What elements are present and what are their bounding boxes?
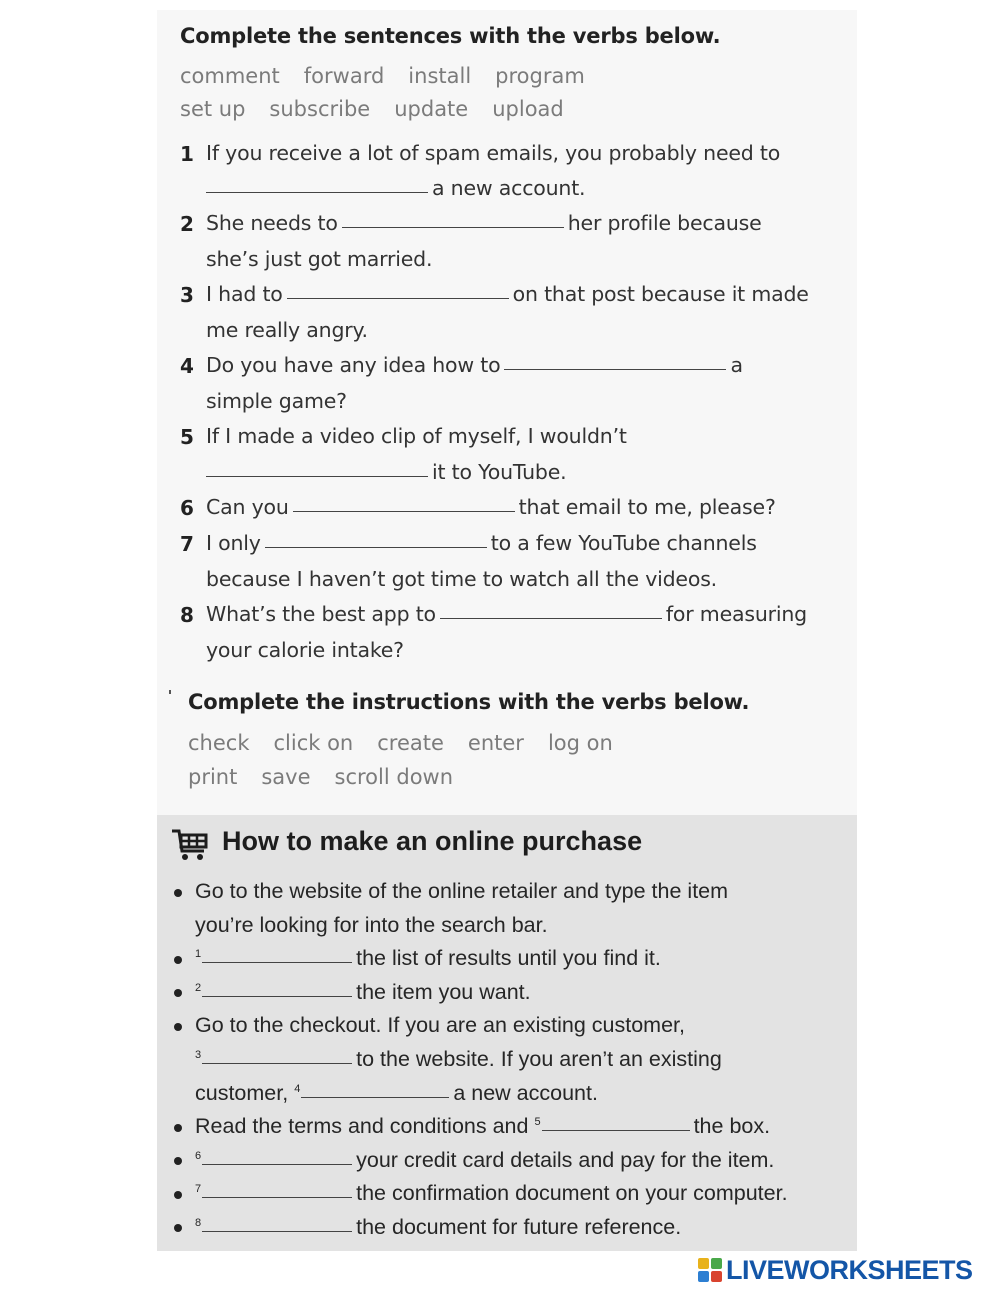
word-bank-item: comment (180, 64, 280, 88)
sentence-text: me really angry. (206, 318, 368, 342)
word-bank-row-1 (180, 64, 609, 88)
sentence-line (206, 460, 566, 484)
sentence-number: 5 (180, 425, 194, 449)
answer-blank[interactable] (342, 226, 564, 228)
instruction-line (195, 946, 661, 971)
instruction-line (195, 1215, 681, 1240)
sentence-number: 2 (180, 212, 194, 236)
sentence-text: your calorie intake? (206, 638, 404, 662)
sentence-number: 6 (180, 496, 194, 520)
bullet (174, 1191, 182, 1199)
blank-number: 8 (195, 1216, 202, 1229)
instruction-line (195, 980, 531, 1005)
sentence-text: If I made a video clip of myself, I wouldn’t (206, 424, 627, 448)
word-bank-item: update (394, 97, 469, 121)
tick-mark (169, 690, 171, 694)
instruction-text: your credit card details and pay for the item. (356, 1148, 775, 1172)
instruction-line (195, 1181, 788, 1206)
sentence-text: simple game? (206, 389, 347, 413)
answer-blank[interactable] (287, 297, 509, 299)
blank-number: 7 (195, 1182, 202, 1195)
blank-number: 6 (195, 1149, 202, 1162)
instruction-text: the list of results until you find it. (356, 946, 661, 970)
answer-blank[interactable] (265, 546, 487, 548)
sentence-number: 8 (180, 603, 194, 627)
word-bank-item: scroll down (334, 765, 454, 789)
bullet (174, 1157, 182, 1165)
answer-blank[interactable] (542, 1129, 690, 1131)
sentence-number: 1 (180, 142, 194, 166)
instruction-text: Read the terms and conditions and (195, 1114, 529, 1138)
instruction-text: customer, (195, 1081, 289, 1105)
word-bank-item: forward (303, 64, 385, 88)
sentence-text: because I haven’t got time to watch all the videos. (206, 567, 717, 591)
sentence-text: it to YouTube. (432, 460, 567, 484)
bullet (174, 956, 182, 964)
sentence-line (206, 495, 776, 519)
bullet (174, 889, 182, 897)
word-bank-row-1 (188, 731, 637, 755)
word-bank-item: save (261, 765, 311, 789)
sentence-text: her profile because (567, 211, 762, 235)
sentence-text: If you receive a lot of spam emails, you probably need to (206, 141, 781, 165)
sentence-number: 3 (180, 283, 194, 307)
blank-number: 3 (195, 1048, 202, 1061)
word-bank-item: program (495, 64, 585, 88)
instruction-text: the document for future reference. (356, 1215, 682, 1239)
word-bank-item: install (408, 64, 472, 88)
sentence-text: a new account. (432, 176, 586, 200)
word-bank-row-2 (180, 97, 588, 121)
exercise1-title: Complete the sentences with the verbs below. (180, 24, 721, 48)
answer-blank[interactable] (202, 1163, 352, 1165)
answer-blank[interactable] (206, 191, 428, 193)
answer-blank[interactable] (202, 995, 352, 997)
bullet (174, 1023, 182, 1031)
sentence-text: Do you have any idea how to (206, 353, 501, 377)
instruction-line (195, 1114, 770, 1139)
sentence-text: I only (206, 531, 261, 555)
word-bank-row-2 (188, 765, 477, 789)
instruction-text: the confirmation document on your computer. (356, 1181, 788, 1205)
instruction-text: the item you want. (356, 980, 531, 1004)
bullet (174, 1124, 182, 1132)
answer-blank[interactable] (206, 475, 428, 477)
bullet (174, 989, 182, 997)
instruction-text: Go to the website of the online retailer and type the item (195, 879, 729, 903)
word-bank-item: set up (180, 97, 246, 121)
instruction-text: Go to the checkout. If you are an existing customer, (195, 1013, 685, 1037)
answer-blank[interactable] (504, 368, 726, 370)
answer-blank[interactable] (301, 1096, 449, 1098)
word-bank-item: print (188, 765, 238, 789)
instruction-text: you’re looking for into the search bar. (195, 913, 548, 937)
instruction-text: to the website. If you aren’t an existing (356, 1047, 722, 1071)
word-bank-item: subscribe (269, 97, 371, 121)
word-bank-item: log on (547, 731, 613, 755)
sentence-line (206, 211, 762, 235)
word-bank-item: create (377, 731, 444, 755)
blank-number: 2 (195, 981, 202, 994)
sentence-text: she’s just got married. (206, 247, 433, 271)
word-bank-item: enter (467, 731, 524, 755)
sentence-line (206, 353, 743, 377)
sentence-text: to a few YouTube channels (490, 531, 757, 555)
exercise2-title: Complete the instructions with the verbs below. (188, 690, 750, 714)
instruction-line (195, 1148, 774, 1173)
blank-number: 5 (534, 1115, 541, 1128)
sentence-text: for measuring (665, 602, 807, 626)
word-bank-item: click on (273, 731, 354, 755)
answer-blank[interactable] (202, 1230, 352, 1232)
word-bank-item: upload (492, 97, 564, 121)
sentence-line (206, 531, 757, 555)
answer-blank[interactable] (293, 510, 515, 512)
liveworksheets-logo[interactable] (698, 1254, 973, 1286)
instruction-text: a new account. (453, 1081, 598, 1105)
brand-name: LIVEWORKSHEETS (726, 1254, 973, 1285)
logo-blocks-icon (698, 1258, 722, 1282)
sentence-line (206, 176, 585, 200)
sentence-text: on that post because it made (512, 282, 809, 306)
sentence-line (206, 602, 807, 626)
answer-blank[interactable] (202, 961, 352, 963)
blank-number: 4 (294, 1082, 301, 1095)
sentence-line (206, 282, 809, 306)
instruction-line (195, 1081, 598, 1106)
blank-number: 1 (195, 947, 202, 960)
sentence-number: 4 (180, 354, 194, 378)
sentence-text: that email to me, please? (518, 495, 776, 519)
box-title: How to make an online purchase (222, 826, 643, 856)
sentence-text: I had to (206, 282, 283, 306)
answer-blank[interactable] (440, 617, 662, 619)
sentence-text: a (730, 353, 743, 377)
sentence-text: She needs to (206, 211, 338, 235)
sentence-number: 7 (180, 532, 194, 556)
word-bank-item: check (188, 731, 250, 755)
answer-blank[interactable] (202, 1062, 352, 1064)
instruction-line (195, 1047, 722, 1072)
instruction-text: the box. (693, 1114, 771, 1138)
answer-blank[interactable] (202, 1196, 352, 1198)
bullet (174, 1224, 182, 1232)
sentence-text: What’s the best app to (206, 602, 436, 626)
sentence-text: Can you (206, 495, 289, 519)
